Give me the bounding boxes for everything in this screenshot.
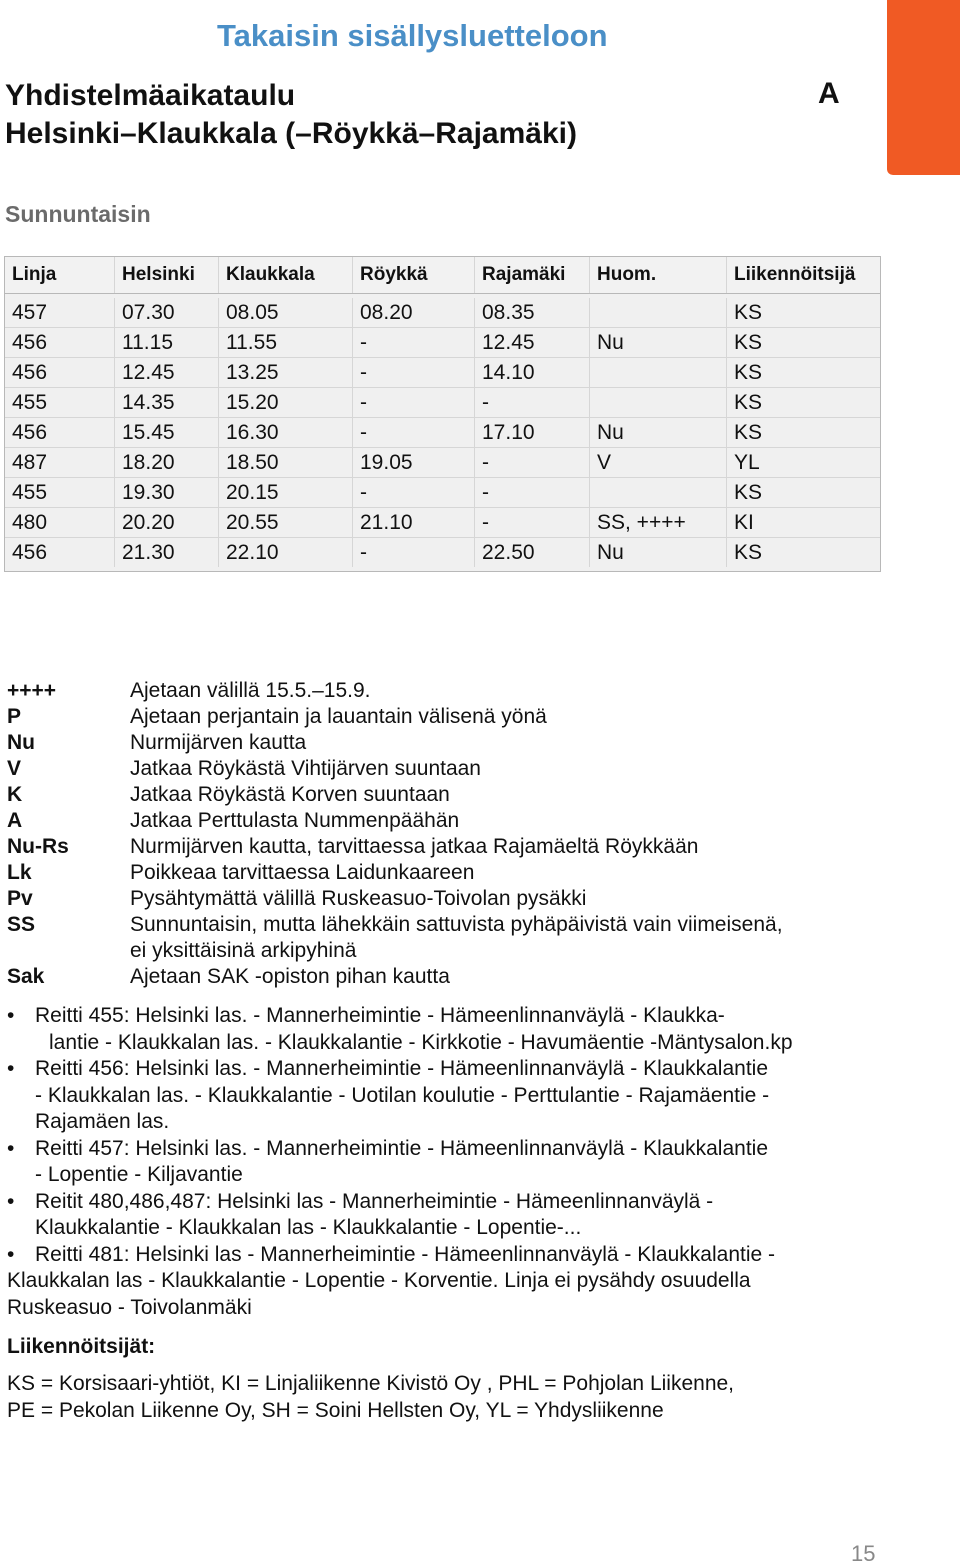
cell-helsinki: 12.45	[115, 358, 219, 387]
bullet-icon: •	[7, 1136, 15, 1160]
table-row	[5, 298, 880, 328]
cell-roykka: 19.05	[353, 448, 475, 477]
legend-text: Jatkaa Röykästä Vihtijärven suuntaan	[130, 757, 481, 780]
title-line-2: Helsinki–Klaukkala (–Röykkä–Rajamäki)	[5, 117, 577, 150]
cell-rajamaki: 17.10	[475, 418, 590, 447]
cell-klaukkala: 11.55	[219, 328, 353, 357]
legend-text: Pysähtymättä välillä Ruskeasuo-Toivolan pysäkki	[130, 887, 587, 910]
cell-huom: Nu	[590, 538, 727, 567]
route-item-457	[7, 1136, 877, 1189]
timetable	[4, 256, 881, 572]
cell-operator: KS	[734, 300, 763, 324]
route-line-text: Reitti 481: Helsinki las - Mannerheimintie - Hämeenlinnanväylä - Klaukkalantie -	[35, 1242, 776, 1266]
legend-item	[7, 730, 947, 756]
route-line: Reitit 480,486,487: Helsinki las - Mannerheimintie - Hämeenlinnanväylä -	[35, 1189, 714, 1213]
route-line: Reitti 456: Helsinki las. - Mannerheimintie - Hämeenlinnanväylä - Klaukkalantie	[35, 1057, 769, 1080]
cell-rajamaki: -	[475, 478, 590, 507]
cell-roykka: -	[353, 418, 475, 447]
cell-roykka: -	[353, 538, 475, 567]
legend-code: SS	[7, 913, 36, 936]
legend-item	[7, 704, 947, 730]
table-row	[5, 448, 880, 478]
route-line: Reitti 455: Helsinki las. - Mannerheimintie - Hämeenlinnanväylä - Klaukka-	[35, 1004, 725, 1027]
table-row	[5, 538, 880, 567]
legend	[7, 678, 947, 990]
legend-item	[7, 886, 947, 912]
legend-item	[7, 834, 947, 860]
operators-line-1: KS = Korsisaari-yhtiöt, KI = Linjaliikenne Kivistö Oy , PHL = Pohjolan Liikenne,	[7, 1372, 735, 1395]
col-header-rajamaki: Rajamäki	[475, 257, 590, 293]
cell-line: 480	[5, 508, 115, 537]
cell-operator: KS	[734, 330, 763, 354]
legend-item	[7, 860, 947, 886]
bullet-icon: •	[7, 1242, 15, 1266]
col-header-huom: Huom.	[590, 257, 727, 293]
legend-text-line-1: Sunnuntaisin, mutta lähekkäin sattuvista pyhäpäivistä vain viimeisenä,	[130, 913, 783, 936]
col-header-linja: Linja	[5, 257, 115, 293]
cell-klaukkala: 15.20	[219, 388, 353, 417]
legend-code: V	[7, 757, 22, 780]
legend-item	[7, 912, 947, 964]
legend-text: Ajetaan SAK -opiston pihan kautta	[130, 965, 450, 988]
cell-rajamaki: 14.10	[475, 358, 590, 387]
page-title	[5, 77, 577, 153]
cell-klaukkala: 22.10	[219, 538, 353, 567]
day-heading: Sunnuntaisin	[5, 201, 151, 227]
timetable-body	[5, 294, 880, 571]
cell-helsinki: 14.35	[115, 388, 219, 417]
legend-item	[7, 782, 947, 808]
legend-text: Nurmijärven kautta, tarvittaessa jatkaa Rajamäeltä Röykkään	[130, 835, 699, 858]
bullet-icon: •	[7, 1004, 15, 1027]
cell-roykka: -	[353, 358, 475, 387]
legend-item	[7, 678, 947, 704]
col-header-operator: Liikennöitsijä	[734, 264, 856, 285]
cell-rajamaki: -	[475, 448, 590, 477]
cell-operator: KI	[734, 510, 754, 534]
table-row	[5, 328, 880, 358]
legend-text: Ajetaan välillä 15.5.–15.9.	[130, 679, 371, 702]
cell-line: 455	[5, 388, 115, 417]
legend-code: Sak	[7, 965, 45, 988]
cell-roykka: -	[353, 478, 475, 507]
legend-code: K	[7, 783, 23, 806]
legend-code: A	[7, 809, 23, 832]
cell-operator: KS	[734, 480, 763, 504]
cell-rajamaki: 12.45	[475, 328, 590, 357]
operators-line-2: PE = Pekolan Liikenne Oy, SH = Soini Hellsten Oy, YL = Yhdysliikenne	[7, 1399, 664, 1422]
cell-huom	[590, 358, 727, 387]
legend-item	[7, 808, 947, 834]
cell-operator: KS	[734, 390, 763, 414]
route-line: - Lopentie - Kiljavantie	[35, 1163, 243, 1186]
legend-text: Ajetaan perjantain ja lauantain välisenä yönä	[130, 705, 547, 728]
table-row	[5, 508, 880, 538]
cell-rajamaki: -	[475, 388, 590, 417]
cell-line: 456	[5, 328, 115, 357]
cell-line: 457	[5, 298, 115, 327]
orange-page-tab	[887, 0, 960, 175]
cell-helsinki: 07.30	[115, 298, 219, 327]
cell-operator: YL	[734, 450, 760, 474]
cell-huom: Nu	[590, 328, 727, 357]
page-number: 15	[851, 1541, 876, 1566]
cell-huom	[590, 388, 727, 417]
cell-operator: KS	[734, 360, 763, 384]
legend-code: Pv	[7, 887, 33, 910]
cell-huom	[590, 478, 727, 507]
cell-rajamaki: 08.35	[475, 298, 590, 327]
cell-helsinki: 19.30	[115, 478, 219, 507]
cell-klaukkala: 20.15	[219, 478, 353, 507]
table-row	[5, 418, 880, 448]
col-header-helsinki: Helsinki	[115, 257, 219, 293]
col-header-roykka: Röykkä	[353, 257, 475, 293]
route-line	[7, 1242, 877, 1269]
legend-item	[7, 964, 947, 990]
route-line: Reitti 457: Helsinki las. - Mannerheimintie - Hämeenlinnanväylä - Klaukkalantie	[35, 1136, 769, 1160]
operators-heading: Liikennöitsijät:	[7, 1335, 156, 1358]
legend-text: Jatkaa Perttulasta Nummenpäähän	[130, 809, 460, 832]
cell-huom: Nu	[590, 418, 727, 447]
cell-operator: KS	[734, 540, 763, 564]
cell-helsinki: 20.20	[115, 508, 219, 537]
route-line: Rajamäen las.	[35, 1110, 170, 1133]
back-to-toc-link[interactable]: Takaisin sisällysluetteloon	[217, 18, 608, 53]
cell-helsinki: 18.20	[115, 448, 219, 477]
cell-helsinki: 11.15	[115, 328, 219, 357]
cell-line: 456	[5, 418, 115, 447]
route-descriptions	[7, 1003, 877, 1321]
bullet-icon: •	[7, 1057, 15, 1080]
legend-item	[7, 756, 947, 782]
route-item-480	[7, 1189, 877, 1242]
cell-operator: KS	[734, 420, 763, 444]
cell-klaukkala: 18.50	[219, 448, 353, 477]
legend-code: Nu-Rs	[7, 835, 69, 858]
cell-line: 456	[5, 538, 115, 567]
route-letter: A	[818, 77, 840, 110]
table-row	[5, 478, 880, 508]
route-item-481	[7, 1242, 877, 1322]
cell-roykka: -	[353, 388, 475, 417]
legend-code: P	[7, 705, 22, 728]
cell-klaukkala: 08.05	[219, 298, 353, 327]
table-row	[5, 388, 880, 418]
operators-list	[7, 1370, 887, 1424]
cell-roykka: -	[353, 328, 475, 357]
table-row	[5, 358, 880, 388]
cell-rajamaki: -	[475, 508, 590, 537]
cell-helsinki: 21.30	[115, 538, 219, 567]
legend-text-line-2: ei yksittäisinä arkipyhinä	[130, 939, 357, 962]
timetable-header-row	[5, 257, 880, 294]
cell-rajamaki: 22.50	[475, 538, 590, 567]
route-line: - Klaukkalan las. - Klaukkalantie - Uotilan koulutie - Perttulantie - Rajamäentie -	[35, 1083, 770, 1107]
cell-roykka: 21.10	[353, 508, 475, 537]
cell-line: 455	[5, 478, 115, 507]
title-line-1: Yhdistelmäaikataulu	[5, 79, 296, 112]
legend-code: Lk	[7, 861, 32, 884]
cell-line: 487	[5, 448, 115, 477]
route-line: Klaukkalantie - Klaukkalan las - Klaukkalantie - Lopentie-...	[35, 1216, 582, 1239]
legend-code: ++++	[7, 679, 57, 702]
cell-klaukkala: 13.25	[219, 358, 353, 387]
cell-huom: V	[590, 448, 727, 477]
cell-roykka: 08.20	[353, 298, 475, 327]
bullet-icon: •	[7, 1189, 15, 1213]
cell-line: 456	[5, 358, 115, 387]
route-line: lantie - Klaukkalan las. - Klaukkalantie - Kirkkotie - Havumäentie -Mäntysalon.kp	[49, 1030, 793, 1054]
route-item-455	[7, 1003, 877, 1056]
route-item-456	[7, 1056, 877, 1136]
legend-code: Nu	[7, 731, 35, 754]
cell-huom: SS, ++++	[590, 508, 727, 537]
legend-text	[130, 912, 947, 964]
cell-klaukkala: 20.55	[219, 508, 353, 537]
cell-huom	[590, 298, 727, 327]
route-line: Ruskeasuo - Toivolanmäki	[7, 1295, 252, 1319]
cell-helsinki: 15.45	[115, 418, 219, 447]
legend-text: Poikkeaa tarvittaessa Laidunkaareen	[130, 861, 475, 884]
route-line: Klaukkalan las - Klaukkalantie - Lopentie - Korventie. Linja ei pysähdy osuudella	[7, 1269, 751, 1292]
legend-text: Jatkaa Röykästä Korven suuntaan	[130, 783, 450, 806]
cell-klaukkala: 16.30	[219, 418, 353, 447]
legend-text: Nurmijärven kautta	[130, 731, 307, 754]
col-header-klaukkala: Klaukkala	[219, 257, 353, 293]
